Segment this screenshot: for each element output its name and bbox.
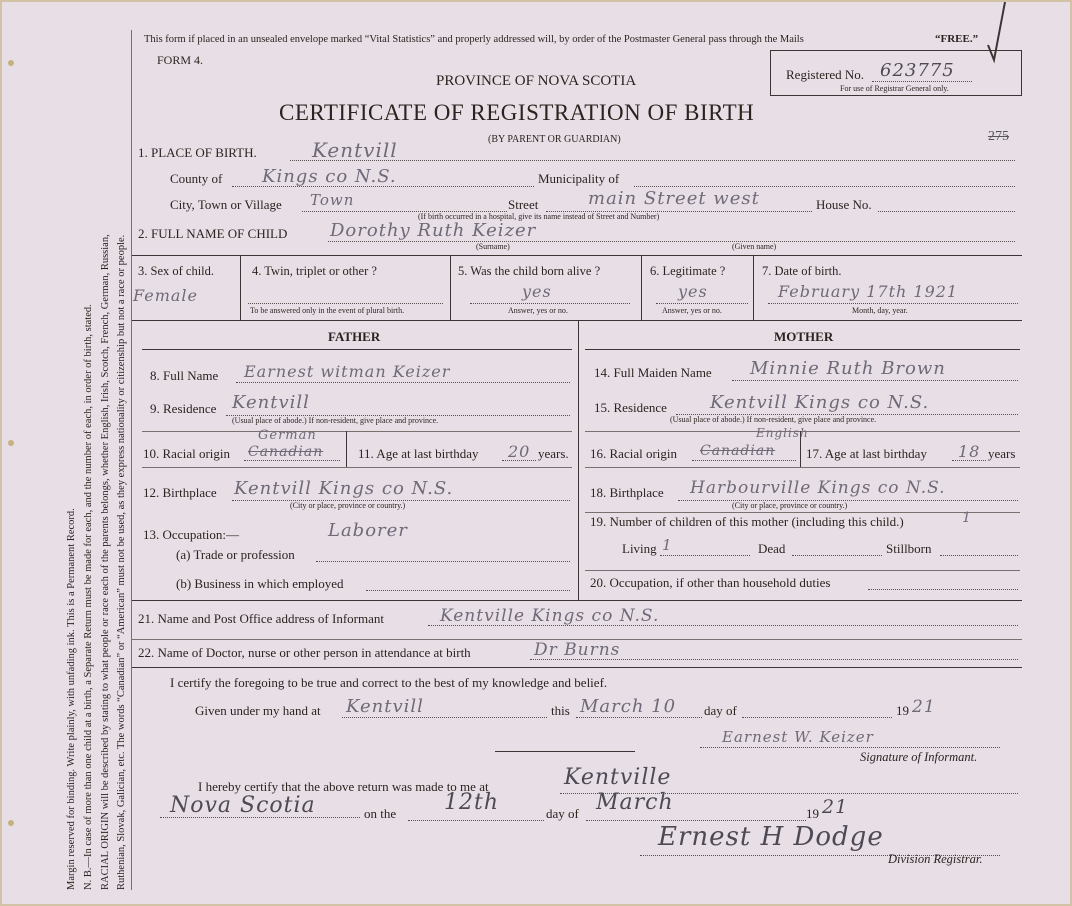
province-value: Nova Scotia: [170, 793, 316, 818]
father-age-value: 20: [508, 442, 531, 461]
mother-birth-label: 18. Birthplace: [590, 485, 664, 500]
mother-res-value: Kentvill Kings co N.S.: [710, 392, 930, 413]
row-rule-bottom: [132, 320, 1022, 321]
mother-name-line: [732, 380, 1018, 381]
place-value: Kentvill: [312, 138, 398, 162]
sex-value: Female: [133, 286, 198, 305]
certificate-title: CERTIFICATE OF REGISTRATION OF BIRTH: [279, 100, 755, 125]
certificate-subtitle: (BY PARENT OR GUARDIAN): [488, 134, 621, 145]
father-name-label: 8. Full Name: [150, 368, 219, 383]
doctor-value: Dr Burns: [534, 640, 621, 660]
city-label: City, Town or Village: [170, 197, 282, 212]
mother-heading-rule: [585, 349, 1020, 350]
county-value: Kings co N.S.: [262, 166, 397, 187]
date-note: Month, day, year.: [852, 306, 908, 315]
twin-label: 4. Twin, triplet or other ?: [252, 264, 377, 278]
father-res-label: 9. Residence: [150, 401, 217, 416]
father-race-correction: German: [258, 428, 317, 443]
father-race-label: 10. Racial origin: [143, 446, 231, 461]
living-label: Living: [622, 541, 657, 556]
mother-race-correction: English: [756, 426, 809, 440]
col-rule: [753, 255, 754, 320]
informant-signature-line: [700, 747, 1000, 748]
registered-number: 623775: [880, 60, 955, 81]
mother-race-value: Canadian: [700, 443, 776, 459]
binding-hole: [8, 820, 14, 826]
year2-value: 21: [822, 796, 849, 818]
father-res-value: Kentvill: [232, 392, 310, 413]
dead-label: Dead: [758, 541, 786, 556]
municipality-label: Municipality of: [538, 171, 620, 186]
legit-label: 6. Legitimate ?: [650, 264, 726, 278]
father-occ-label: 13. Occupation:—: [143, 527, 240, 542]
father-birth-note: (City or place, province or country.): [290, 501, 406, 510]
hereby-text: I hereby certify that the above return was made to me at: [198, 779, 489, 794]
registrar-signature: Ernest H Dodge: [658, 822, 884, 852]
on-the-label: on the: [364, 806, 397, 821]
street-label: Street: [508, 197, 539, 212]
side-note-3: RACIAL ORIGIN will be described by stating to what people or race each of the parents belongs, whether English, Irish, Scotch, French, German, Russian,: [100, 234, 111, 890]
legit-value: yes: [678, 282, 708, 301]
hospital-note: (If birth occurred in a hospital, give its name instead of Street and Number): [418, 212, 660, 221]
alive-value: yes: [522, 282, 552, 301]
legit-line: [656, 303, 748, 304]
mother-age-years: years: [988, 446, 1016, 461]
father-race-value: Canadian: [248, 444, 324, 460]
informant-label: 21. Name and Post Office address of Informant: [138, 611, 384, 626]
father-race-rule-bottom: [142, 467, 572, 468]
father-res-note: (Usual place of abode.) If non-resident, give place and province.: [232, 416, 439, 425]
corner-number: 275: [988, 129, 1009, 144]
day-of-label: day of: [704, 703, 737, 718]
date-label: 7. Date of birth.: [762, 264, 842, 278]
alive-note: Answer, yes or no.: [508, 306, 568, 315]
year-prefix: 19: [896, 703, 909, 718]
registered-label: Registered No.: [786, 67, 864, 82]
province-line: [160, 817, 360, 818]
doctor-rule: [132, 667, 1022, 668]
signature-label: Signature of Informant.: [860, 750, 978, 764]
house-line: [878, 211, 1015, 212]
city-value: Town: [310, 191, 355, 209]
alive-line: [470, 303, 630, 304]
child-label: 2. FULL NAME OF CHILD: [138, 226, 288, 241]
mother-name-label: 14. Full Maiden Name: [594, 365, 712, 380]
hereby-place: Kentville: [564, 765, 672, 790]
mail-notice: This form if placed in an unsealed envelope marked “Vital Statistics” and properly addressed will, by order of the Postmaster General pass through the Mails: [144, 34, 804, 45]
father-race-line: [244, 460, 340, 461]
father-age-label: 11. Age at last birthday: [358, 446, 479, 461]
month-value: March: [596, 790, 674, 815]
mother-res-note: (Usual place of abode.) If non-resident, give place and province.: [670, 415, 877, 424]
stillborn-label: Stillborn: [886, 541, 932, 556]
binding-hole: [8, 60, 14, 66]
child-line: [328, 241, 1015, 242]
doctor-label: 22. Name of Doctor, nurse or other person in attendance at birth: [138, 645, 471, 660]
stillborn-line: [940, 555, 1018, 556]
living-value: 1: [662, 536, 673, 554]
given-line: [342, 717, 547, 718]
father-race-rule: [142, 431, 572, 432]
registered-line: [872, 81, 972, 82]
surname-note: (Surname): [476, 242, 510, 251]
mother-children-value: 1: [962, 510, 972, 526]
municipality-line: [634, 186, 1015, 187]
month-line: [586, 820, 806, 821]
father-birth-value: Kentvill Kings co N.S.: [234, 478, 454, 499]
free-mark: “FREE.”: [935, 33, 979, 45]
mother-race-line: [692, 460, 796, 461]
place-label: 1. PLACE OF BIRTH.: [138, 145, 257, 160]
father-heading-rule: [142, 349, 572, 350]
sex-label: 3. Sex of child.: [138, 264, 215, 278]
mother-birth-value: Harbourville Kings co N.S.: [690, 478, 946, 498]
short-rule: [495, 751, 635, 752]
mother-heading: MOTHER: [774, 329, 834, 344]
twin-line: [248, 303, 443, 304]
county-label: County of: [170, 171, 223, 186]
day-of-line: [742, 717, 892, 718]
day-of-label-2: day of: [546, 806, 579, 821]
father-trade-label: (a) Trade or profession: [176, 547, 295, 562]
given-place: Kentvill: [346, 696, 424, 717]
given-note: (Given name): [732, 242, 777, 251]
mother-age-label: 17. Age at last birthday: [806, 446, 927, 461]
child-value: Dorothy Ruth Keizer: [330, 220, 537, 241]
certify-text: I certify the foregoing to be true and correct to the best of my knowledge and belief.: [170, 675, 608, 690]
father-occ-value: Laborer: [328, 520, 408, 541]
this-label: this: [551, 703, 570, 718]
form-number: FORM 4.: [157, 53, 204, 67]
section-rule: [132, 600, 1022, 601]
side-note-2: N. B.—In case of more than one child at a birth, a Separate Return must be made for each, and the number of each, in order of birth, stated.: [83, 304, 94, 890]
alive-label: 5. Was the child born alive ?: [458, 264, 601, 278]
father-heading: FATHER: [328, 329, 381, 344]
registrar-note: For use of Registrar General only.: [840, 84, 949, 93]
street-value: main Street west: [588, 188, 760, 209]
province-heading: PROVINCE OF NOVA SCOTIA: [436, 73, 637, 89]
father-trade-line: [316, 561, 570, 562]
father-business-line: [366, 590, 570, 591]
given-label: Given under my hand at: [195, 703, 321, 718]
mother-res-label: 15. Residence: [594, 400, 667, 415]
on-the-value: 12th: [444, 790, 500, 815]
house-label: House No.: [816, 197, 872, 212]
this-line: [576, 717, 702, 718]
registrar-label: Division Registrar.: [888, 852, 983, 866]
father-birth-label: 12. Birthplace: [143, 485, 217, 500]
date-line: [768, 303, 1018, 304]
side-note-4: Ruthenian, Slovak, Galician, etc. The words “Canadian” or “American” must not be used, as they express nationality or citizenship but not a race or people.: [116, 234, 127, 890]
col-rule: [641, 255, 642, 320]
mother-birth-note: (City or place, province or country.): [732, 501, 848, 510]
year2-prefix: 19: [806, 806, 819, 821]
this-value: March 10: [580, 696, 677, 717]
mother-children-rule: [585, 512, 1020, 513]
mother-race-rule-bottom: [585, 467, 1020, 468]
living-line: [660, 555, 750, 556]
side-note-1: Margin reserved for binding. Write plainly, with unfading ink. This is a Permanent Record.: [66, 508, 77, 890]
informant-value: Kentville Kings co N.S.: [440, 606, 660, 626]
mother-age-value: 18: [958, 442, 981, 461]
row-rule-top: [132, 255, 1022, 256]
dead-line: [792, 555, 882, 556]
mother-name-value: Minnie Ruth Brown: [750, 358, 946, 379]
mother-occ-line: [868, 589, 1018, 590]
father-business-label: (b) Business in which employed: [176, 576, 344, 591]
parents-divider-bottom: [578, 570, 579, 600]
mother-occ-label: 20. Occupation, if other than household duties: [590, 575, 831, 590]
year-value: 21: [912, 697, 936, 717]
on-the-line: [408, 820, 544, 821]
col-rule: [240, 255, 241, 320]
parents-divider: [578, 320, 579, 570]
place-line: [290, 160, 1015, 161]
date-value: February 17th 1921: [778, 282, 959, 301]
father-race-divider: [346, 431, 347, 467]
father-name-value: Earnest witman Keizer: [244, 362, 451, 381]
father-age-years: years.: [538, 446, 569, 461]
binding-hole: [8, 440, 14, 446]
col-rule: [450, 255, 451, 320]
check-mark: [980, 0, 1010, 80]
mother-race-label: 16. Racial origin: [590, 446, 678, 461]
mother-occ-rule: [585, 570, 1020, 571]
margin-rule: [131, 30, 132, 890]
father-name-line: [236, 382, 570, 383]
mother-birth-line: [678, 500, 1018, 501]
mother-children-label: 19. Number of children of this mother (including this child.): [590, 514, 904, 529]
legit-note: Answer, yes or no.: [662, 306, 722, 315]
informant-signature: Earnest W. Keizer: [722, 728, 874, 746]
twin-note: To be answered only in the event of plural birth.: [250, 306, 405, 315]
